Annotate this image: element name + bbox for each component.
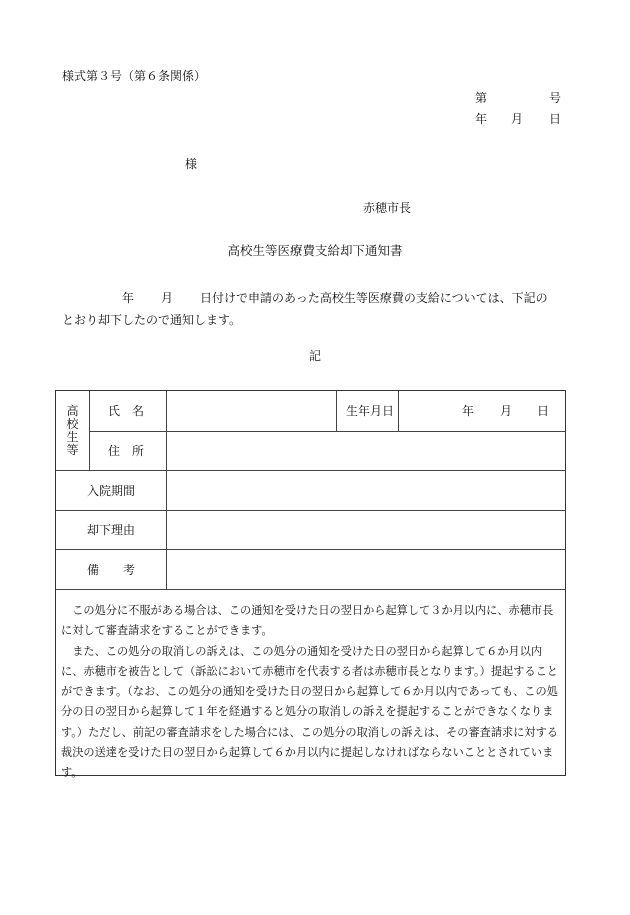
group-char: 等 [66, 442, 79, 457]
body-month: 月 [161, 291, 174, 305]
document-number-line [475, 92, 561, 104]
body-year: 年 [122, 291, 135, 305]
remarks-field[interactable] [168, 550, 564, 588]
birth-month-label: 月 [500, 404, 513, 418]
issue-year: 年 [475, 112, 488, 126]
body-line-2: とおり却下したので通知します。 [62, 313, 242, 327]
birthdate-label: 生年月日 [346, 404, 395, 418]
lawsuit-notice-paragraph: また、この処分の取消しの訴えは、この処分の通知を受けた日の翌日から起算して６か月以内に、赤穂市を被告として（訴訟において赤穂市を代表する者は赤穂市長となります。）提起することができます。（なお、この処分の通知を受けた日の翌日から起算して６か月以内であっても、この処分の日の翌日から起算して１年を経過すると処分の取消しの訴えを提起することができなくなります。）ただし、前記の審査請求をした場合には、この処分の取消しの訴えは、その審査請求に対する裁決の送達を受けた日の翌日から起算して６か月以内に提起しなければならないこととされています。 [61, 644, 558, 780]
body-line-1-text: 日付けで申請のあった高校生等医療費の支給については、下記の [200, 291, 548, 305]
row-divider [56, 589, 565, 590]
group-char: 生 [66, 429, 79, 444]
appeal-notice-paragraph: この処分に不服がある場合は、この通知を受けた日の翌日から起算して３か月以内に、赤穂市長に対して審査請求をすることができます。 [61, 604, 554, 638]
column-divider [398, 391, 399, 431]
address-field[interactable] [168, 432, 564, 469]
column-divider [89, 391, 90, 470]
column-divider [166, 391, 167, 589]
birth-day-label: 日 [537, 404, 550, 418]
appeal-notice [61, 601, 561, 784]
addressee-honorific: 様 [185, 157, 198, 171]
body-line-1 [62, 287, 565, 309]
details-table [55, 390, 566, 780]
rejection-reason-field[interactable] [168, 511, 564, 548]
number-suffix: 号 [548, 91, 561, 105]
issue-month: 月 [511, 112, 524, 126]
address-label: 住 所 [108, 444, 145, 458]
rejection-reason-label: 却下理由 [87, 523, 136, 537]
document-title: 高校生等医療費支給却下通知書 [227, 243, 403, 258]
number-prefix: 第 [475, 91, 488, 105]
issue-day: 日 [549, 112, 562, 126]
name-field[interactable] [168, 392, 336, 430]
sender-name: 赤穂市長 [363, 201, 412, 215]
group-char: 高 [66, 403, 79, 418]
admission-period-field[interactable] [168, 471, 564, 509]
name-label: 氏 名 [108, 404, 145, 418]
student-group-label [56, 391, 89, 470]
ki-heading: 記 [308, 349, 321, 363]
birth-year-label: 年 [462, 404, 475, 418]
admission-period-label: 入院期間 [87, 484, 136, 498]
column-divider [336, 391, 337, 431]
notice-body [62, 287, 565, 331]
group-char: 校 [66, 416, 79, 431]
remarks-label: 備 考 [87, 563, 136, 577]
form-number: 様式第３号（第６条関係） [62, 69, 207, 83]
